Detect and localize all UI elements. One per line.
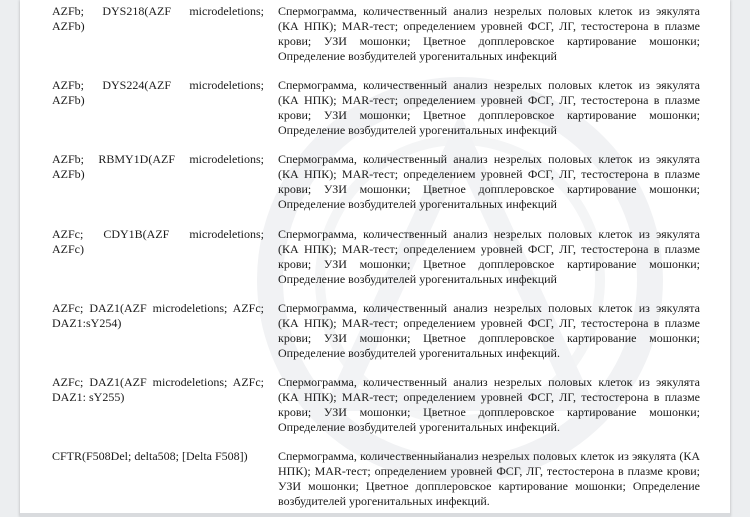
table-row [52, 375, 722, 445]
marker-cell: CFTR(F508Del; delta508; [Delta F508]) [52, 449, 248, 463]
methods-cell: Спермограмма, количественный анализ незрелых половых клеток из эякулята (КА НПК); MAR-тест; определением уровней ФСГ, ЛГ, тестостерона в плазме крови; УЗИ мошонки; Цветное допплеровское картирование мошонки; Определение возбудителей урогенитальных инфекций. [278, 301, 700, 360]
table-row [52, 227, 722, 297]
table-row [52, 4, 722, 74]
methods-cell: Спермограмма, количественный анализ незрелых половых клеток из эякулята (КА НПК); MAR-тест; определением уровней ФСГ, ЛГ, тестостерона в плазме крови; УЗИ мошонки; Цветное допплеровское картирование мошонки; Определение возбудителей урогенитальных инфекций [278, 4, 700, 63]
marker-cell: AZFc; DAZ1(AZF microdeletions; AZFc; DAZ1:sY254) [52, 301, 264, 330]
document-page [20, 0, 730, 517]
marker-cell: AZFb; RBMY1D(AZF microdeletions; AZFb) [52, 152, 264, 181]
marker-cell: AZFb; DYS218(AZF microdeletions; AZFb) [52, 4, 264, 33]
methods-cell: Спермограмма, количественный анализ незрелых половых клеток из эякулята (КА НПК); MAR-тест; определением уровней ФСГ, ЛГ, тестостерона в плазме крови; УЗИ мошонки; Цветное допплеровское картирование мошонки; Определение возбудителей урогенитальных инфекций [278, 152, 700, 211]
marker-cell: AZFc; CDY1B(AZF microdeletions; AZFc) [52, 227, 264, 256]
marker-cell: AZFc; DAZ1(AZF microdeletions; AZFc; DAZ1: sY255) [52, 375, 264, 404]
methods-cell: Спермограмма, количественный анализ незрелых половых клеток из эякулята (КА НПК); MAR-тест; определением уровней ФСГ, ЛГ, тестостерона в плазме крови; УЗИ мошонки; Цветное допплеровское картирование мошонки; Определение возбудителей урогенитальных инфекций. [278, 375, 700, 434]
table-row [52, 301, 722, 371]
marker-cell: AZFb; DYS224(AZF microdeletions; AZFb) [52, 78, 264, 107]
table-row [52, 78, 722, 148]
page-bottom-edge [20, 513, 730, 517]
methods-cell: Спермограмма, количественный анализ незрелых половых клеток из эякулята (КА НПК); MAR-тест; определением уровней ФСГ, ЛГ, тестостерона в плазме крови; УЗИ мошонки; Цветное допплеровское картирование мошонки; Определение возбудителей урогенитальных инфекций [278, 227, 700, 286]
table-row [52, 152, 722, 222]
methods-cell: Спермограмма, количественный анализ незрелых половых клеток из эякулята (КА НПК); MAR-тест; определением уровней ФСГ, ЛГ, тестостерона в плазме крови; УЗИ мошонки; Цветное допплеровское картирование мошонки; Определение возбудителей урогенитальных инфекций [278, 78, 700, 137]
methods-cell: Спермограмма, количественныйанализ незрелых половых клеток из эякулята (КА НПК); MAR-тест; определением уровней ФСГ, ЛГ, тестостерона в плазме крови; УЗИ мошонки; Цветное допплеровское картирование мошонки; Определение возбудителей урогенитальных инфекций. [278, 449, 700, 508]
table-row [52, 449, 722, 517]
